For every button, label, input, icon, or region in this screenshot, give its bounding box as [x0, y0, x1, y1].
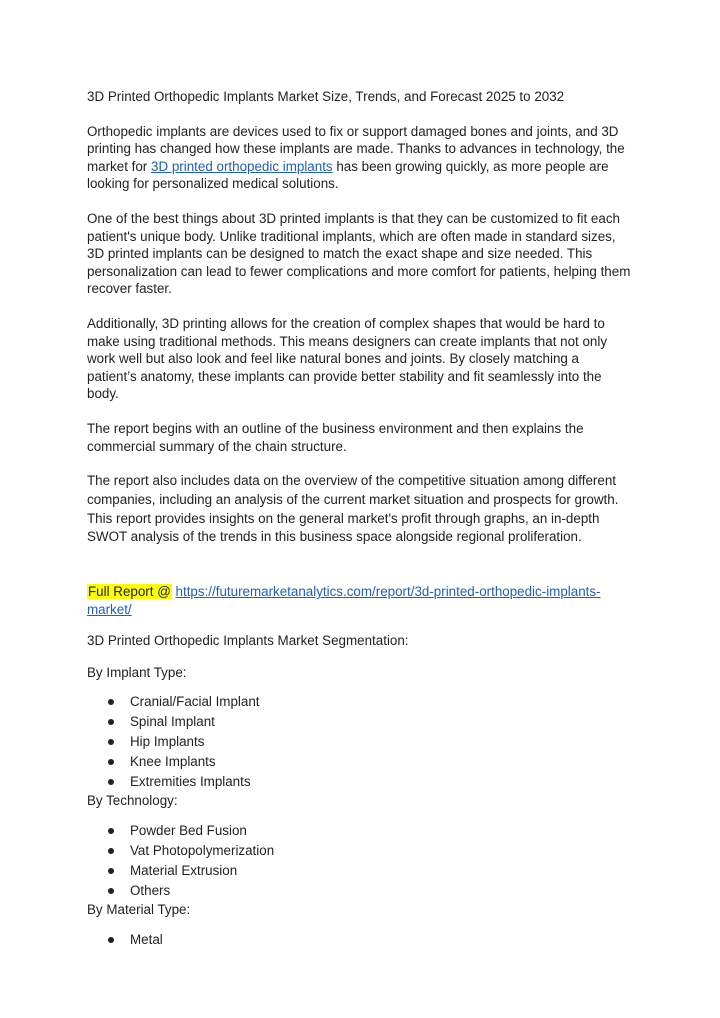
- full-report-line: [87, 583, 632, 619]
- list-item-label: Material Extrusion: [130, 863, 238, 879]
- document-title: 3D Printed Orthopedic Implants Market Size, Trends, and Forecast 2025 to 2032: [87, 89, 565, 104]
- segment-group-material-type: [87, 901, 632, 950]
- bullet-list: [87, 930, 632, 950]
- list-item: [87, 712, 632, 732]
- list-item: [87, 732, 632, 752]
- segment-group-technology: [87, 792, 632, 901]
- bullet-list: [87, 821, 632, 901]
- segment-group-implant-type: [87, 664, 632, 793]
- intro-text-before: Orthopedic implants are devices used to fix or support damaged bones and joints, and 3D printing has changed how these implants are made. Thanks to advances in technology, the market for: [87, 123, 625, 174]
- list-item: [87, 881, 632, 901]
- paragraph-report-overview: The report also includes data on the overview of the competitive situation among different companies, including an analysis of the current market situation and prospects for growth. This report provides insights on the general market's profit through graphs, an in-depth SWOT analysis of the trends in this business space alongside regional proliferation.: [87, 473, 619, 545]
- list-item-label: Spinal Implant: [130, 714, 215, 730]
- list-item: [87, 841, 632, 861]
- full-report-label: Full Report @: [88, 584, 171, 600]
- paragraph-complex-shapes: Additionally, 3D printing allows for the creation of complex shapes that would be hard to make using traditional methods. This means designers can create implants that not only work well but also look and feel like natural bones and joints. By closely matching a patient’s anatomy, these implants can provide better stability and fit seamlessly into the body.: [87, 315, 608, 402]
- segment-heading: By Technology:: [87, 793, 178, 809]
- list-item-label: Hip Implants: [130, 734, 205, 750]
- list-item-label: Metal: [130, 931, 163, 947]
- list-item: [87, 772, 632, 792]
- bullet-icon: [108, 888, 114, 894]
- list-item-label: Knee Implants: [130, 754, 216, 770]
- bullet-icon: [108, 868, 114, 874]
- full-report-link[interactable]: https://futuremarketanalytics.com/report/3d-printed-orthopedic-implants-market/: [87, 584, 601, 618]
- bullet-icon: [108, 719, 114, 725]
- document-page: [87, 88, 632, 950]
- bullet-list: [87, 692, 632, 792]
- segment-heading: By Implant Type:: [87, 664, 187, 680]
- list-item-label: Vat Photopolymerization: [130, 843, 275, 859]
- paragraph-report-outline: The report begins with an outline of the business environment and then explains the commercial summary of the chain structure.: [87, 420, 584, 454]
- list-item: [87, 930, 632, 950]
- bullet-icon: [108, 828, 114, 834]
- list-item-label: Powder Bed Fusion: [130, 823, 247, 839]
- bullet-icon: [108, 779, 114, 785]
- bullet-icon: [108, 699, 114, 705]
- list-item: [87, 752, 632, 772]
- bullet-icon: [108, 848, 114, 854]
- bullet-icon: [108, 937, 114, 943]
- segment-heading: By Material Type:: [87, 902, 191, 918]
- list-item-label: Others: [130, 883, 171, 899]
- intro-paragraph: [87, 123, 632, 193]
- list-item: [87, 821, 632, 841]
- list-item: [87, 692, 632, 712]
- paragraph-customization: One of the best things about 3D printed implants is that they can be customized to fit each patient's unique body. Unlike traditional implants, which are often made in standard sizes, 3D printed implants can be designed to match the exact shape and size needed. This personalization can lead to fewer complications and more comfort for patients, helping them recover faster.: [87, 210, 631, 297]
- list-item-label: Cranial/Facial Implant: [130, 694, 260, 710]
- bullet-icon: [108, 759, 114, 765]
- list-item: [87, 861, 632, 881]
- list-item-label: Extremities Implants: [130, 774, 251, 790]
- bullet-icon: [108, 739, 114, 745]
- product-link[interactable]: 3D printed orthopedic implants: [151, 158, 333, 174]
- intro-text-after: has been growing quickly, as more people are looking for personalized medical solutions.: [87, 158, 609, 192]
- segmentation-title: 3D Printed Orthopedic Implants Market Segmentation:: [87, 633, 409, 649]
